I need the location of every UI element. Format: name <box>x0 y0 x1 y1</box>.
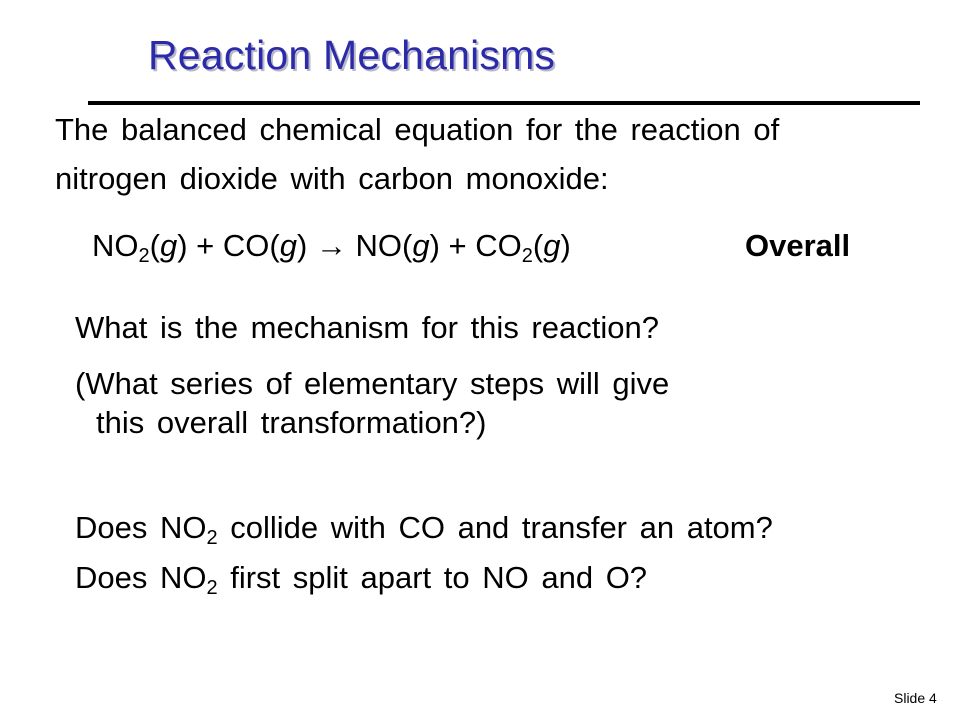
slide-number: Slide 4 <box>894 690 937 706</box>
question-mechanism: What is the mechanism for this reaction? <box>75 310 659 345</box>
eq-reactant-co: + CO <box>196 228 270 263</box>
intro-text-line-1: The balanced chemical equation for the reaction of <box>55 112 780 147</box>
intro-text-line-2: nitrogen dioxide with carbon monoxide: <box>55 161 609 196</box>
slide-title: Reaction Mechanisms <box>148 32 556 78</box>
eq-subscript: 2 <box>138 245 150 267</box>
chemical-equation: $NO_2(g) + CO(g) \to NO(g) + CO_2(g)$ <box>92 228 571 267</box>
eq-product-co2: + CO <box>448 228 522 263</box>
eq-phase: g <box>412 228 430 263</box>
title-divider <box>88 101 920 105</box>
question-collision: Does $NO_2$ collide with CO and transfer an atom? <box>75 510 773 549</box>
eq-phase: g <box>543 228 561 263</box>
eq-phase: g <box>279 228 297 263</box>
question-elementary-steps-line-1: (What series of elementary steps will give <box>75 366 670 401</box>
eq-product-no: NO <box>355 228 402 263</box>
question-elementary-steps-line-2: this overall transformation?) <box>96 405 487 440</box>
eq-reactant-no2: NO <box>92 228 139 263</box>
question-split: Does $NO_2$ first split apart to NO and O? <box>75 560 648 599</box>
equation-label-overall: Overall <box>745 228 851 263</box>
eq-phase: g <box>159 228 178 263</box>
eq-subscript: 2 <box>521 245 533 267</box>
reaction-arrow-icon: → <box>315 228 347 263</box>
